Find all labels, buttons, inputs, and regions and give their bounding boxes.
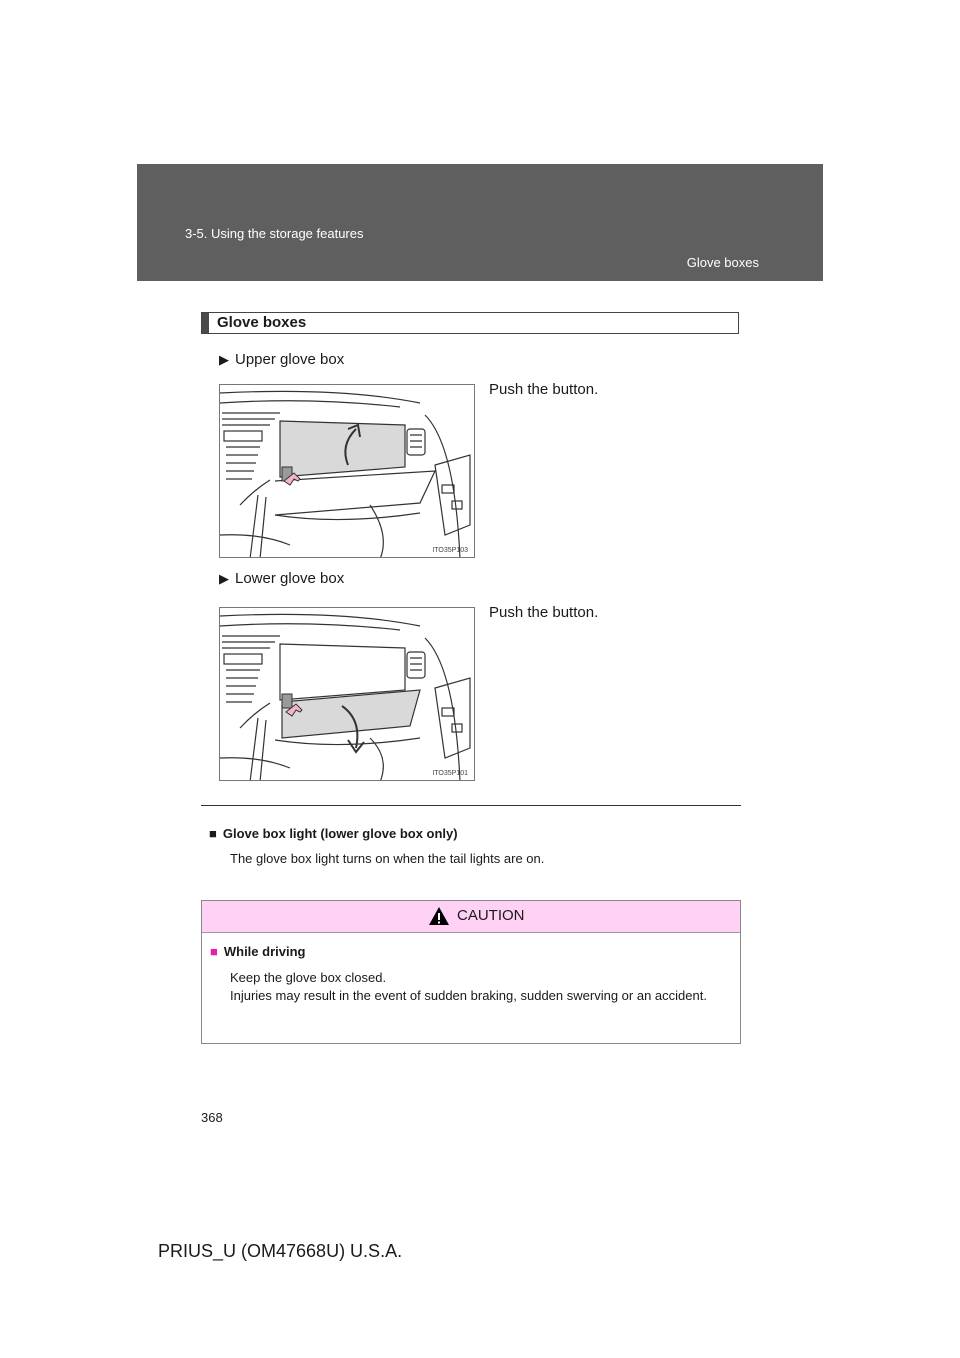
section-title: Glove boxes — [217, 314, 307, 331]
caution-box — [201, 900, 741, 1044]
item-lower-instruction: Push the button. — [489, 604, 599, 621]
upper-glove-box-illustration — [220, 385, 475, 558]
note-heading: ■ Glove box light (lower glove box only) — [209, 826, 458, 841]
footer-model: PRIUS_U (OM47668U) U.S.A. — [158, 1241, 403, 1261]
item-upper-instruction: Push the button. — [489, 381, 599, 398]
upper-glove-box-figure — [219, 384, 475, 558]
caution-text-line1: Keep the glove box closed. — [230, 970, 387, 985]
triangle-bullet-icon: ▶ — [219, 571, 229, 586]
warning-triangle-icon — [428, 906, 450, 926]
lower-glove-box-illustration — [220, 608, 475, 781]
figure-code: ITO35P103 — [432, 547, 468, 554]
header-section-title: 3-5. Using the storage features — [185, 226, 364, 241]
square-bullet-icon: ■ — [209, 826, 217, 841]
page-number: 368 — [201, 1110, 223, 1125]
caution-subtitle: ■ While driving — [210, 944, 306, 959]
triangle-bullet-icon: ▶ — [219, 352, 229, 367]
item-upper-label: ▶ Upper glove box — [219, 351, 345, 368]
header-band — [137, 164, 823, 281]
section-heading — [201, 312, 739, 334]
caution-header — [202, 901, 740, 933]
item-lower-label: ▶ Lower glove box — [219, 570, 345, 587]
caution-title: CAUTION — [457, 907, 525, 924]
note-body: The glove box light turns on when the tail lights are on. — [230, 851, 545, 866]
header-topic-title: Glove boxes — [686, 255, 759, 270]
caution-text-line2: Injuries may result in the event of sudden braking, sudden swerving or an accident. — [230, 988, 707, 1003]
section-heading-bar — [202, 313, 209, 333]
lower-glove-box-figure — [219, 607, 475, 781]
section-divider — [201, 805, 741, 806]
figure-code: ITO35P101 — [432, 770, 468, 777]
square-bullet-icon: ■ — [210, 944, 218, 959]
